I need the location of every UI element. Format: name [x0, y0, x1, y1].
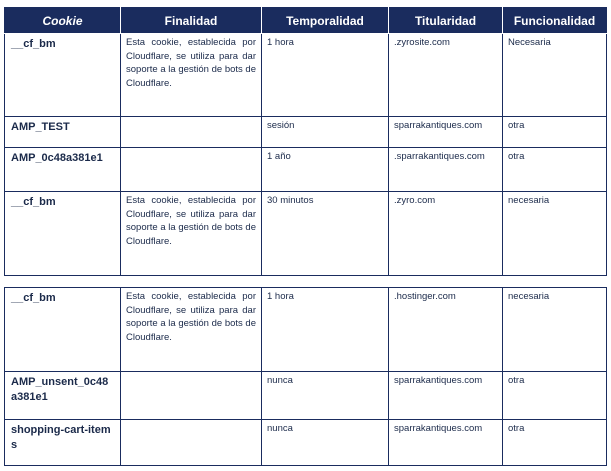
table-row	[5, 117, 607, 148]
cookie-duration: 1 hora	[262, 288, 389, 372]
cookie-owner: sparrakantiques.com	[389, 372, 503, 420]
table-row	[5, 288, 607, 372]
table-row	[5, 148, 607, 192]
table-header	[5, 8, 607, 34]
cookie-purpose: Esta cookie, establecida por Cloudflare, se utiliza para dar soporte a la gestión de bots de Cloudflare.	[121, 288, 262, 372]
header-funcionalidad: Funcionalidad	[503, 8, 607, 34]
cookie-owner: .zyrosite.com	[389, 34, 503, 117]
cookie-function: otra	[503, 148, 607, 192]
cookie-purpose: Esta cookie, establecida por Cloudflare, se utiliza para dar soporte a la gestión de bots de Cloudflare.	[121, 192, 262, 276]
cookie-function: necesaria	[503, 288, 607, 372]
cookie-owner: sparrakantiques.com	[389, 420, 503, 466]
cookie-name: AMP_0c48a381e1	[5, 148, 121, 192]
cookie-duration: 30 minutos	[262, 192, 389, 276]
cookie-owner: .zyro.com	[389, 192, 503, 276]
table-row	[5, 192, 607, 276]
cookie-duration: sesión	[262, 117, 389, 148]
cookie-purpose	[121, 117, 262, 148]
cookie-function: otra	[503, 420, 607, 466]
cookie-function: otra	[503, 372, 607, 420]
cookie-name: __cf_bm	[5, 288, 121, 372]
cookie-name: AMP_TEST	[5, 117, 121, 148]
cookie-name: __cf_bm	[5, 192, 121, 276]
table-row	[5, 372, 607, 420]
cookie-name: AMP_unsent_0c48a381e1	[5, 372, 121, 420]
cookie-purpose	[121, 420, 262, 466]
cookies-table	[4, 7, 607, 276]
header-titularidad: Titularidad	[389, 8, 503, 34]
cookie-purpose: Esta cookie, establecida por Cloudflare, se utiliza para dar soporte a la gestión de bots de Cloudflare.	[121, 34, 262, 117]
cookie-duration: nunca	[262, 420, 389, 466]
cookie-function: necesaria	[503, 192, 607, 276]
cookie-function: Necesaria	[503, 34, 607, 117]
cookie-duration: 1 año	[262, 148, 389, 192]
table-row	[5, 34, 607, 117]
header-finalidad: Finalidad	[121, 8, 262, 34]
cookie-name: shopping-cart-items	[5, 420, 121, 466]
cookie-purpose	[121, 148, 262, 192]
cookie-function: otra	[503, 117, 607, 148]
header-temporalidad: Temporalidad	[262, 8, 389, 34]
cookie-owner: .sparrakantiques.com	[389, 148, 503, 192]
header-cookie: Cookie	[5, 8, 121, 34]
cookie-duration: nunca	[262, 372, 389, 420]
cookie-purpose	[121, 372, 262, 420]
cookie-duration: 1 hora	[262, 34, 389, 117]
cookie-owner: .hostinger.com	[389, 288, 503, 372]
table-row	[5, 420, 607, 466]
cookies-table-continued	[4, 287, 607, 466]
cookie-owner: sparrakantiques.com	[389, 117, 503, 148]
cookie-name: __cf_bm	[5, 34, 121, 117]
header-row	[5, 8, 607, 34]
